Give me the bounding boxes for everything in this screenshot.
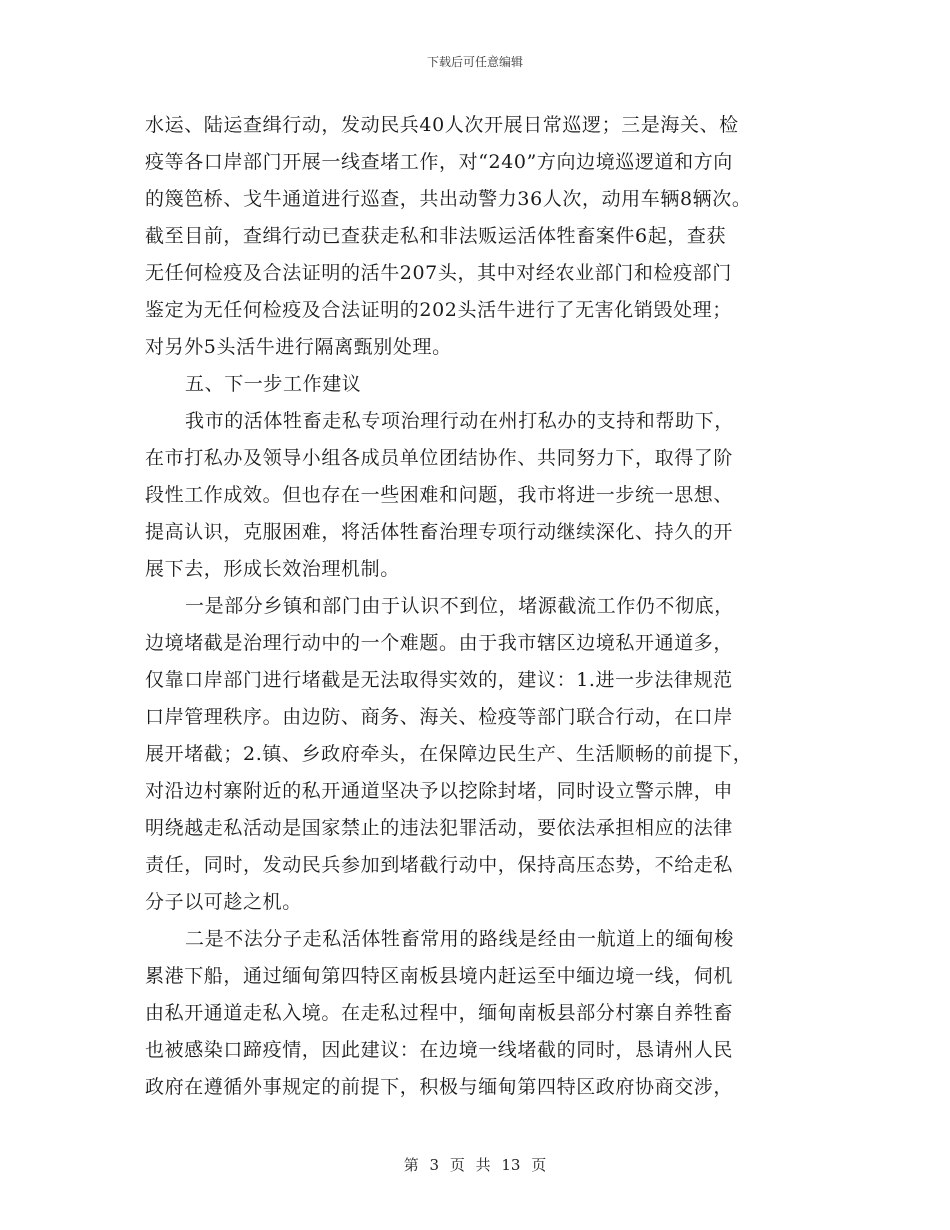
text-line: 政府在遵循外事规定的前提下，积极与缅甸第四特区政府协商交涉，: [145, 1076, 734, 1098]
text-line: 水运、陆运查缉行动，发动民兵40人次开展日常巡逻；三是海关、检: [145, 114, 739, 136]
page-header: 下载后可任意编辑: [426, 55, 523, 69]
text-line: 明绕越走私活动是国家禁止的违法犯罪活动，要依法承担相应的法律: [145, 817, 734, 839]
text-line: 段性工作成效。但也存在一些困难和问题，我市将进一步统一思想、: [145, 484, 734, 506]
text-line: 一是部分乡镇和部门由于认识不到位，堵源截流工作仍不彻底，: [185, 595, 734, 617]
text-line: 鉴定为无任何检疫及合法证明的202头活牛进行了无害化销毁处理；: [145, 299, 732, 321]
text-line: 仅靠口岸部门进行堵截是无法取得实效的，建议：1.进一步法律规范: [145, 669, 733, 691]
text-line: 对沿边村寨附近的私开通道坚决予以挖除封堵，同时设立警示牌，申: [145, 780, 734, 802]
text-line: 的篾笆桥、戈牛通道进行巡查，共出动警力36人次，动用车辆8辆次。: [145, 188, 752, 210]
text-line: 由私开通道走私入境。在走私过程中，缅甸南板县部分村寨自养牲畜: [145, 1002, 734, 1024]
text-line: 疫等各口岸部门开展一线查堵工作，对“240”方向边境巡逻道和方向: [145, 151, 733, 173]
text-line: 二是不法分子走私活体牲畜常用的路线是经由一航道上的缅甸梭: [185, 928, 734, 950]
text-line: 分子以可趁之机。: [145, 891, 302, 913]
text-line: 在市打私办及领导小组各成员单位团结协作、共同努力下，取得了阶: [145, 447, 734, 469]
text-line: 展下去，形成长效治理机制。: [145, 558, 400, 580]
text-line: 累港下船，通过缅甸第四特区南板县境内赶运至中缅边境一线，伺机: [145, 965, 734, 987]
document-body: [145, 107, 817, 1106]
text-line: 展开堵截；2.镇、乡政府牵头，在保障边民生产、生活顺畅的前提下，: [145, 743, 753, 765]
text-line: 也被感染口蹄疫情，因此建议：在边境一线堵截的同时，恳请州人民: [145, 1039, 734, 1061]
text-line: 截至目前，查缉行动已查获走私和非法贩运活体牲畜案件6起，查获: [145, 225, 727, 247]
page-number: 第 3 页 共 13 页: [403, 1156, 547, 1174]
text-line: 提高认识，克服困难，将活体牲畜治理专项行动继续深化、持久的开: [145, 521, 734, 543]
text-line: 无任何检疫及合法证明的活牛207头，其中对经农业部门和检疫部门: [145, 262, 732, 284]
text-line: 五、下一步工作建议: [185, 373, 362, 395]
text-line: 口岸管理秩序。由边防、商务、海关、检疫等部门联合行动，在口岸: [145, 706, 734, 728]
text-line: 我市的活体牲畜走私专项治理行动在州打私办的支持和帮助下，: [185, 410, 734, 432]
text-line: 边境堵截是治理行动中的一个难题。由于我市辖区边境私开通道多，: [145, 632, 734, 654]
text-line: 责任，同时，发动民兵参加到堵截行动中，保持高压态势，不给走私: [145, 854, 734, 876]
text-line: 对另外5头活牛进行隔离甄别处理。: [145, 336, 452, 358]
